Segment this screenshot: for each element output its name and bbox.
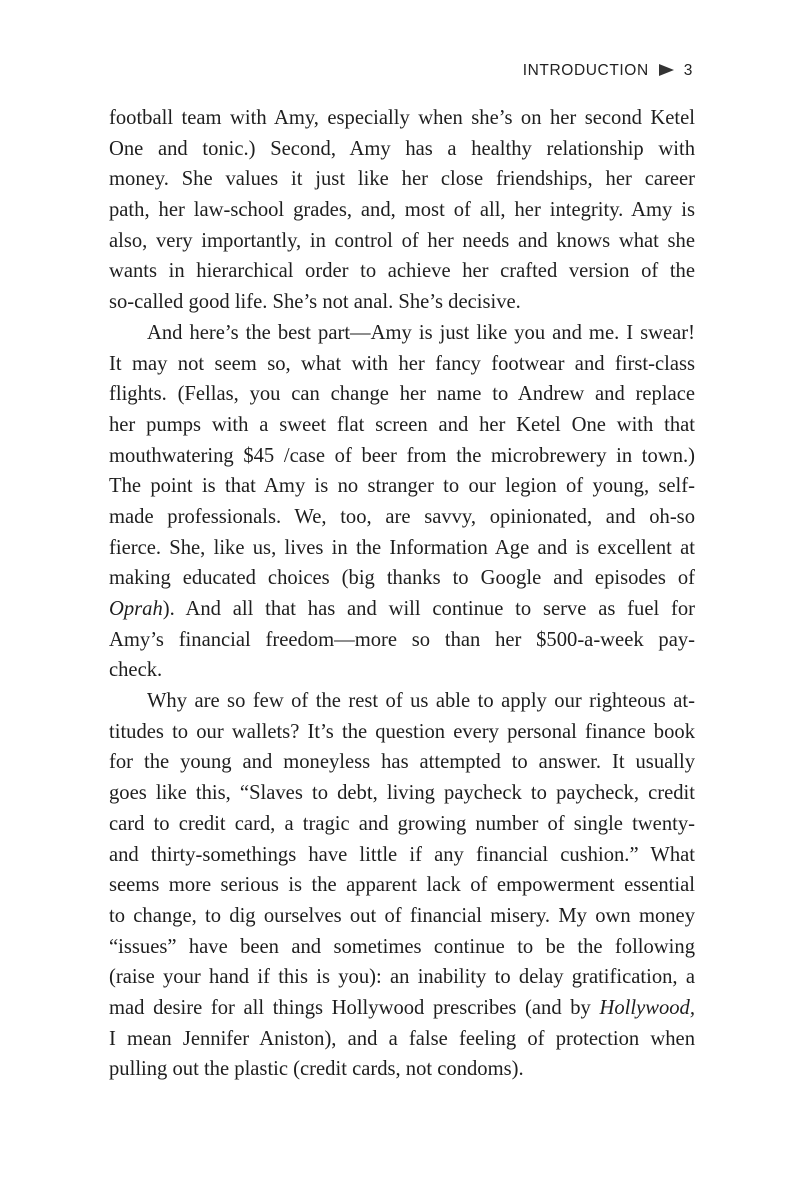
text-line: mouthwatering $45 /case of beer from the microbrewery in town.) bbox=[109, 444, 695, 467]
text-line: pulling out the plastic (credit cards, not condoms). bbox=[109, 1058, 524, 1081]
text-line: Why are so few of the rest of us able to apply our righteous at- bbox=[147, 690, 695, 713]
text-line: so-called good life. She’s not anal. She’s decisive. bbox=[109, 291, 521, 314]
text-line: And here’s the best part—Amy is just like you and me. I swear! bbox=[147, 321, 695, 344]
text-line bbox=[109, 594, 695, 625]
text-line: It may not seem so, what with her fancy footwear and first-class bbox=[109, 352, 695, 375]
text-line: also, very importantly, in control of her needs and knows what she bbox=[109, 229, 695, 252]
text-line: I mean Jennifer Aniston), and a false feeling of protection when bbox=[109, 1027, 695, 1050]
italic-text: Hollywood, bbox=[599, 996, 695, 1019]
text-line: (raise your hand if this is you): an inability to delay gratification, a bbox=[109, 966, 695, 989]
text-line bbox=[109, 993, 695, 1024]
text-line: her pumps with a sweet flat screen and her Ketel One with that bbox=[109, 413, 695, 436]
text-line: to change, to dig ourselves out of financial misery. My own money bbox=[109, 904, 695, 927]
text-line: One and tonic.) Second, Amy has a healthy relationship with bbox=[109, 137, 695, 160]
text-line: goes like this, “Slaves to debt, living paycheck to paycheck, credit bbox=[109, 782, 695, 805]
body-text bbox=[109, 103, 695, 1085]
text-line: “issues” have been and sometimes continue to be the following bbox=[109, 935, 695, 958]
section-title: INTRODUCTION bbox=[522, 62, 649, 79]
text-line: The point is that Amy is no stranger to our legion of young, self- bbox=[109, 475, 695, 498]
text-run: mad desire for all things Hollywood prescribes (and by bbox=[109, 996, 600, 1019]
text-line: seems more serious is the apparent lack of empowerment essential bbox=[109, 874, 695, 897]
text-line: Amy’s financial freedom—more so than her $500-a-week pay- bbox=[109, 628, 695, 651]
paragraph bbox=[109, 103, 695, 318]
text-line: card to credit card, a tragic and growing number of single twenty- bbox=[109, 812, 695, 835]
text-run: ). And all that has and will continue to serve as fuel for bbox=[162, 598, 695, 620]
text-line: for the young and moneyless has attempted to answer. It usually bbox=[109, 751, 695, 774]
text-line: path, her law-school grades, and, most of all, her integrity. Amy is bbox=[109, 199, 695, 222]
text-line: football team with Amy, especially when she’s on her second Ketel bbox=[109, 107, 695, 129]
arrow-right-icon bbox=[659, 64, 674, 76]
text-line: making educated choices (big thanks to Google and episodes of bbox=[109, 567, 695, 590]
paragraph bbox=[109, 686, 695, 1085]
text-line: flights. (Fellas, you can change her name to Andrew and replace bbox=[109, 383, 695, 406]
italic-text: Oprah bbox=[109, 598, 163, 620]
text-line: money. She values it just like her close friendships, her career bbox=[109, 168, 695, 191]
text-line: made professionals. We, too, are savvy, opinionated, and oh-so bbox=[109, 505, 695, 528]
text-line: fierce. She, like us, lives in the Information Age and is excellent at bbox=[109, 536, 695, 559]
running-head bbox=[523, 62, 693, 80]
paragraph bbox=[109, 318, 695, 686]
text-line: check. bbox=[109, 659, 163, 682]
page-number: 3 bbox=[683, 62, 693, 79]
text-line: titudes to our wallets? It’s the question every personal finance book bbox=[109, 720, 695, 743]
text-line: and thirty-somethings have little if any financial cushion.” What bbox=[109, 843, 695, 866]
text-line: wants in hierarchical order to achieve her crafted version of the bbox=[109, 260, 695, 283]
